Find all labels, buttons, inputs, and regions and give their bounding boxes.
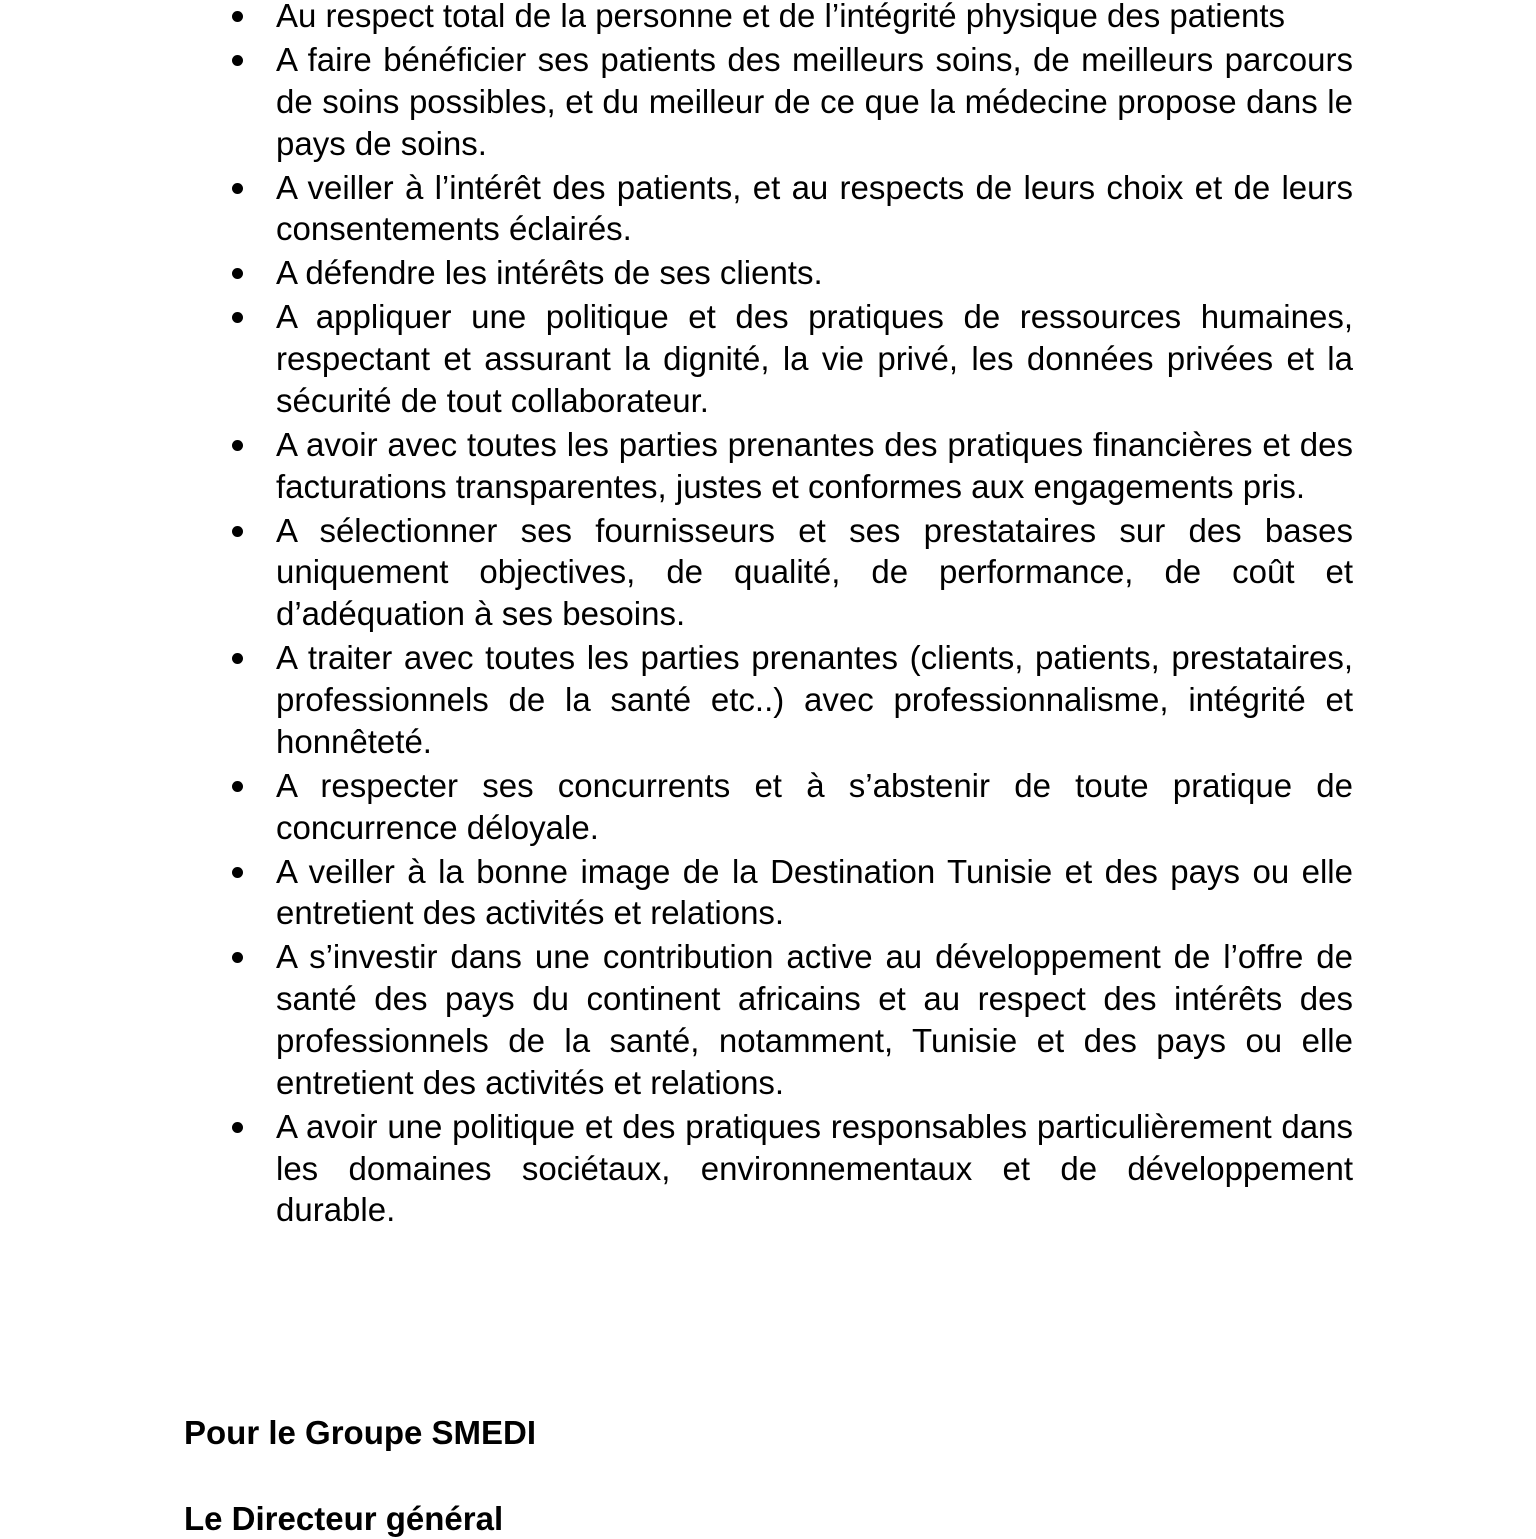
list-item-text: Au respect total de la personne et de l’intégrité physique des patients: [276, 0, 1285, 34]
list-item: [232, 936, 1353, 1103]
list-item: [232, 851, 1353, 935]
bullet-icon: [232, 55, 243, 66]
bullet-icon: [232, 440, 243, 451]
list-item-text: A veiller à la bonne image de la Destination Tunisie et des pays ou elle entretient des activités et relations.: [276, 852, 1353, 932]
bullet-icon: [232, 526, 243, 537]
list-item: [232, 424, 1353, 508]
signature-title: Le Directeur général: [184, 1500, 504, 1537]
bullet-icon: [232, 268, 243, 279]
signature-group: Pour le Groupe SMEDI: [184, 1414, 537, 1451]
list-item-text: A faire bénéficier ses patients des meilleurs soins, de meilleurs parcours de soins possibles, et du meilleur de ce que la médecine propose dans le pays de soins.: [276, 40, 1353, 162]
list-item: [232, 296, 1353, 421]
list-item-text: A défendre les intérêts de ses clients.: [276, 254, 823, 292]
list-item-text: A avoir une politique et des pratiques responsables particulièrement dans les domaines sociétaux, environnementaux et de développement durable.: [276, 1107, 1353, 1229]
bullet-icon: [232, 312, 243, 323]
list-item: [232, 1106, 1353, 1231]
list-item: [232, 637, 1353, 762]
bullet-icon: [232, 781, 243, 792]
list-item-text: A sélectionner ses fournisseurs et ses prestataires sur des bases uniquement objectives, de qualité, de performance, de coût et d’adéquation à ses besoins.: [276, 511, 1353, 633]
bullet-icon: [232, 952, 243, 963]
list-item: [232, 0, 1353, 37]
bullet-icon: [232, 867, 243, 878]
bullet-icon: [232, 653, 243, 664]
list-item: [232, 510, 1353, 635]
list-item: [232, 252, 1353, 294]
signature-block: [184, 1412, 1084, 1539]
list-item-text: A appliquer une politique et des pratiques de ressources humaines, respectant et assurant la dignité, la vie privé, les données privées et la sécurité de tout collaborateur.: [276, 298, 1353, 419]
list-item: [232, 167, 1353, 251]
list-item-text: A avoir avec toutes les parties prenantes des pratiques financières et des facturations transparentes, justes et conformes aux engagements pris.: [276, 425, 1353, 505]
bullet-icon: [232, 1122, 243, 1133]
list-item-text: A respecter ses concurrents et à s’abstenir de toute pratique de concurrence déloyale.: [276, 766, 1353, 846]
list-item-text: A veiller à l’intérêt des patients, et au respects de leurs choix et de leurs consentements éclairés.: [276, 168, 1353, 248]
list-item: [232, 39, 1353, 164]
list-item-text: A traiter avec toutes les parties prenantes (clients, patients, prestataires, professionnels de la santé etc..) avec professionnalisme, intégrité et honnêteté.: [276, 639, 1353, 760]
list-item-text: A s’investir dans une contribution active au développement de l’offre de santé des pays du continent africains et au respect des intérêts des professionnels de la santé, notamment, Tunisie et des pays ou elle entretient des activités et relations.: [276, 938, 1353, 1101]
list-item: [232, 765, 1353, 849]
bullet-icon: [232, 11, 243, 22]
commitments-list: [232, 0, 1353, 1233]
bullet-icon: [232, 183, 243, 194]
